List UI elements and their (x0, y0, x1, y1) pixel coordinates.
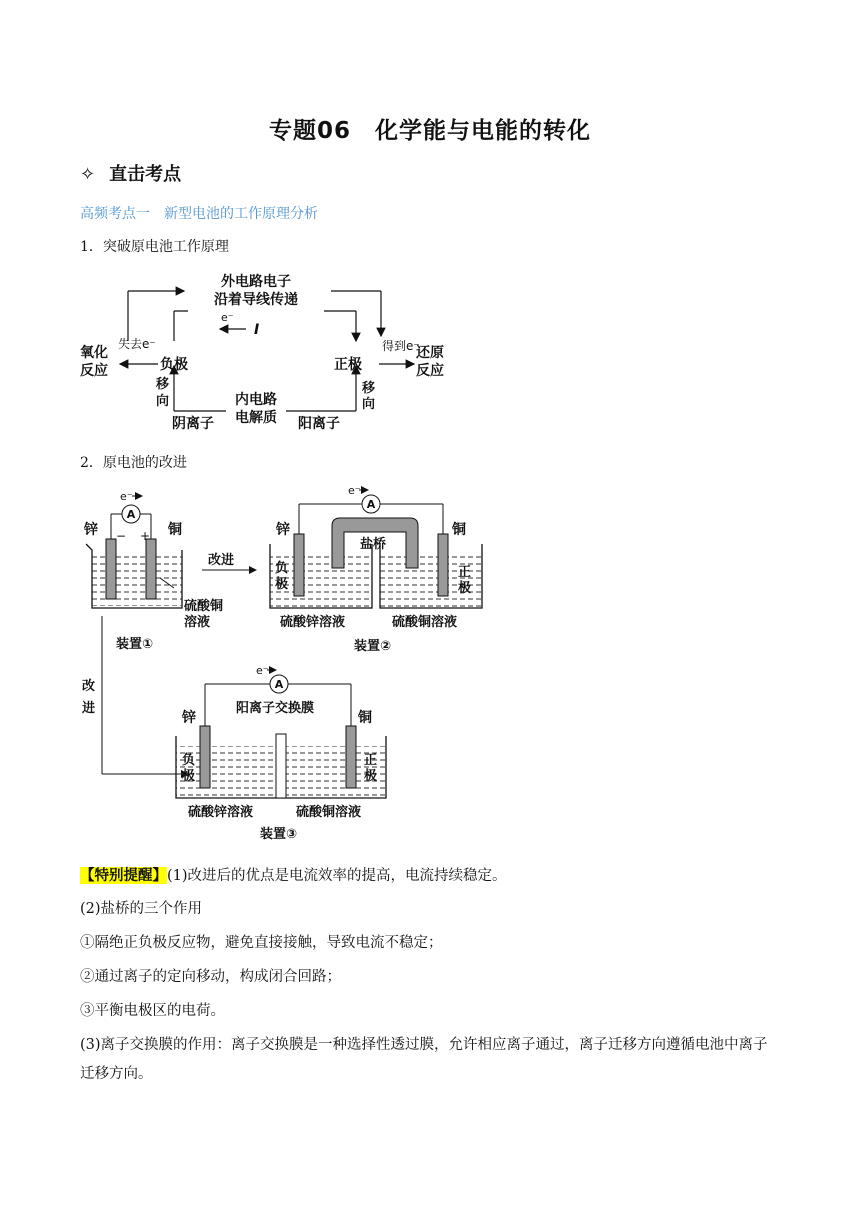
ammeter-1: A (126, 508, 136, 521)
section-label: 直击考点 (109, 164, 182, 185)
anion-label: 阴离子 (172, 416, 214, 432)
negative-label-2b: 极 (275, 577, 289, 592)
electron-label: e⁻ (221, 311, 234, 324)
item-1: 1．突破原电池工作原理 (80, 239, 229, 255)
negative-electrode-label: 负极 (160, 357, 188, 373)
plus-sign: + (140, 529, 151, 543)
salt-bridge-label: 盐桥 (360, 537, 387, 552)
minus-sign: − (116, 529, 127, 543)
device-3-label: 装置③ (260, 827, 298, 842)
znso4-label-2: 硫酸锌溶液 (280, 615, 346, 630)
current-label: I (254, 322, 260, 338)
positive-label-2a: 正 (458, 565, 472, 580)
subsection-heading: 高频考点一 新型电池的工作原理分析 (80, 206, 318, 222)
reduction-label-2: 反应 (416, 363, 444, 379)
zinc-label-2: 锌 (276, 522, 290, 538)
copper-label-2: 铜 (452, 522, 466, 538)
reduction-label-1: 还原 (416, 345, 444, 361)
positive-label-3a: 正 (364, 753, 378, 768)
page-title: 专题06 化学能与电能的转化 (268, 118, 591, 144)
copper-label-1: 铜 (168, 522, 182, 538)
membrane-label: 阳离子交换膜 (236, 701, 315, 716)
improve-label-vertical-1: 改 (82, 679, 96, 694)
outer-circuit-line1: 外电路电子 (221, 274, 291, 290)
oxidation-label-1: 氧化 (80, 345, 108, 361)
positive-electrode-label: 正极 (334, 357, 362, 373)
inner-circuit-line1: 内电路 (235, 392, 277, 408)
gain-electron-label: 得到e⁻ (382, 339, 420, 353)
migrate-left-2: 向 (156, 394, 170, 409)
zinc-label-3: 锌 (182, 710, 196, 726)
cuso4-label-1: 硫酸铜 (184, 599, 224, 614)
improve-label-horizontal: 改进 (208, 553, 235, 568)
cell-improvement-diagram (76, 484, 496, 844)
tip-paragraph-5: ③平衡电极区的电荷。 (80, 1003, 225, 1019)
negative-label-3a: 负 (182, 753, 196, 768)
device-2-label: 装置② (354, 639, 392, 654)
cuso4-label-4: 硫酸铜溶液 (296, 805, 362, 820)
ammeter-3: A (274, 678, 284, 691)
tip-text-1: (1)改进后的优点是电流效率的提高，电流持续稳定。 (167, 868, 507, 884)
migrate-left-1: 移 (156, 377, 170, 392)
cuso4-label-2: 溶液 (184, 615, 211, 630)
tip-paragraph-3: ①隔绝正负极反应物，避免直接接触，导致电流不稳定； (80, 935, 443, 951)
inner-circuit-line2: 电解质 (235, 410, 277, 426)
galvanic-principle-diagram (76, 266, 456, 436)
tip-paragraph-1 (80, 861, 780, 891)
tip-badge: 【特别提醒】 (80, 867, 167, 884)
tip-paragraph-2: (2)盐桥的三个作用 (80, 901, 203, 917)
device-1-label: 装置① (116, 637, 154, 652)
positive-label-2b: 极 (458, 581, 472, 596)
improve-label-vertical-2: 进 (82, 701, 96, 716)
ammeter-2: A (366, 498, 376, 511)
zinc-label-1: 锌 (84, 522, 98, 538)
oxidation-label-2: 反应 (80, 363, 108, 379)
positive-label-3b: 极 (364, 769, 378, 784)
outer-circuit-line2: 沿着导线传递 (214, 292, 298, 308)
section-heading (80, 160, 181, 186)
negative-label-2a: 负 (275, 561, 289, 576)
electron-label-3: e⁻ (256, 664, 269, 677)
copper-label-3: 铜 (358, 710, 372, 726)
migrate-right-1: 移 (362, 381, 376, 396)
electron-label-1: e⁻ (120, 490, 133, 503)
lose-electron-label: 失去e⁻ (118, 337, 156, 351)
znso4-label-3: 硫酸锌溶液 (188, 805, 254, 820)
negative-label-3b: 极 (182, 769, 196, 784)
tip-paragraph-4: ②通过离子的定向移动，构成闭合回路； (80, 969, 341, 985)
diamond-icon: ✧ (80, 164, 96, 185)
item-2: 2．原电池的改进 (80, 455, 187, 471)
cuso4-label-3: 硫酸铜溶液 (392, 615, 458, 630)
migrate-right-2: 向 (362, 397, 376, 412)
cation-label: 阳离子 (298, 416, 340, 432)
electron-label-2: e⁻ (348, 484, 361, 497)
tip-paragraph-6: (3)离子交换膜的作用：离子交换膜是一种选择性透过膜，允许相应离子通过，离子迁移方向遵循电池中离子迁移方向。 (80, 1037, 768, 1082)
